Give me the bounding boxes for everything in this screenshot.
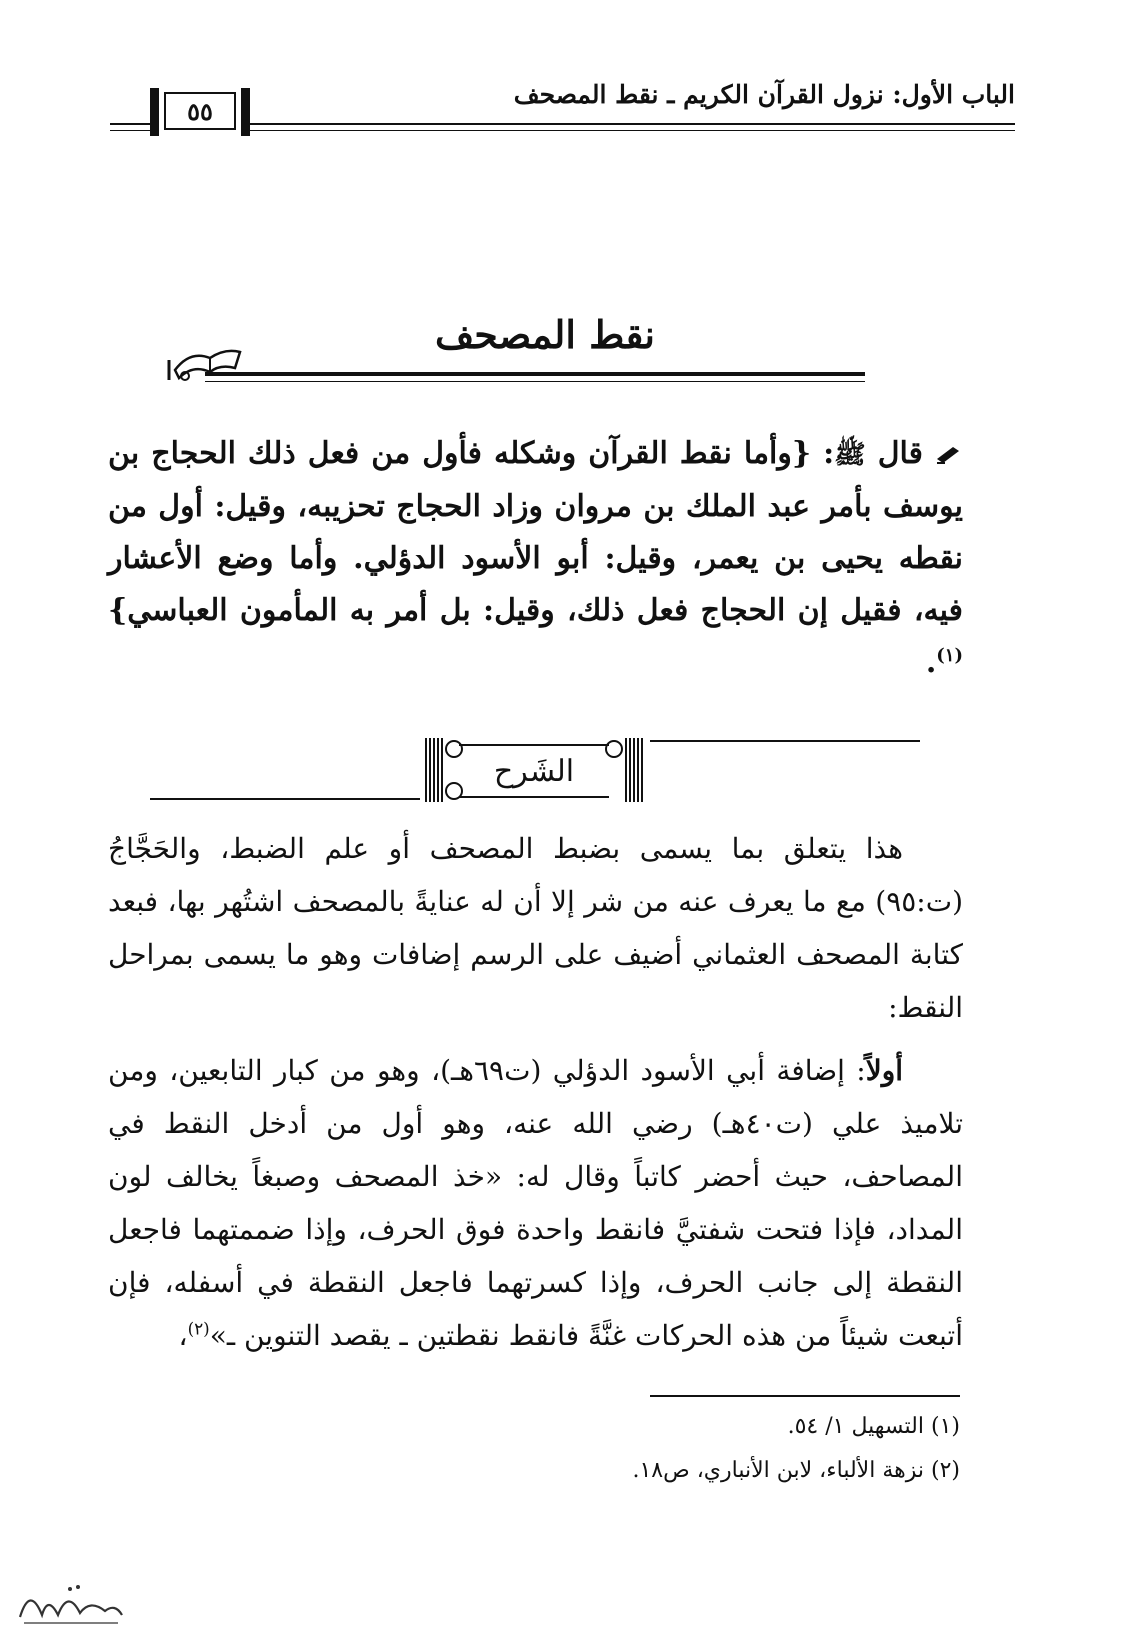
watermark-logo-icon [10, 1575, 130, 1633]
paragraph-end: ، [178, 1319, 188, 1352]
footnote-number: (٢) [930, 1458, 960, 1483]
frame-post-left [150, 88, 159, 136]
footnote-text: نزهة الألباء، لابن الأنباري، ص١٨. [632, 1458, 924, 1483]
footnote-text: التسهيل ١/ ٥٤. [787, 1414, 924, 1439]
footnote-separator [650, 1395, 960, 1397]
page-number: ٥٥ [164, 92, 236, 130]
footnote-ref-2: (٢) [187, 1318, 210, 1339]
sharh-rule-right [650, 740, 920, 742]
section-title: نقط المصحف [434, 312, 655, 357]
quoted-text [108, 428, 963, 689]
book-ornament-icon [165, 330, 245, 388]
quote-lead: قال [865, 436, 923, 471]
point-text: : إضافة أبي الأسود الدؤلي (ت٦٩هـ)، وهو من كبار التابعين، ومن تلاميذ علي (ت٤٠هـ) رضي الله عنه، وهو أول من أدخل النقط في المصاحف، حيث أحضر كاتباً وقال له: «خذ المصحف وصبغاً يخالف لون المداد، فإذا فتحت شفتيَّ فانقط واحدة فوق الحرف، وإذا ضممتهما فاجعل النقطة إلى جانب الحرف، وإذا كسرتهما فاجعل النقطة في أسفله، فإن أتبعت شيئاً من هذه الحركات غنَّةً فانقط نقطتين ـ يقصد التنوين ـ» [108, 1054, 964, 1352]
footnote-ref-1: (١) [936, 645, 963, 666]
commentary-paragraph-1: هذا يتعلق بما يسمى بضبط المصحف أو علم الضبط، والحَجَّاجُ (ت:٩٥) مع ما يعرف عنه من شر إلا أن له عنايةً بالمصحف اشتُهر بها، فبعد كتابة المصحف العثماني أضيف على الرسم إضافات وهو ما يسمى بمراحل النقط: [108, 832, 963, 1024]
quote-end: . [925, 645, 937, 680]
pen-marker-icon [935, 443, 963, 465]
quote-body: : {وأما نقط القرآن وشكله فأول من فعل ذلك الحجاج بن يوسف بأمر عبد الملك بن مروان وزاد الحجاج تحزيبه، وقيل: أول من نقطه يحيى بن يعمر، وقيل: أبو الأسود الدؤلي. وأما وضع الأعشار فيه، فقيل إن الحجاج فعل ذلك، وقيل: بل أمر به المأمون العباسي} [108, 436, 963, 628]
sharh-heading: الشَرح [459, 744, 609, 798]
title-underline-thick [205, 372, 865, 376]
honorific-mark: ﷺ [834, 440, 866, 470]
frame-post-right [241, 88, 250, 136]
footnotes [632, 1405, 960, 1493]
footnote-item [632, 1449, 960, 1493]
point-label: أولاً [865, 1054, 903, 1087]
sharh-rule-left [150, 798, 420, 800]
title-underline-thin [205, 381, 865, 382]
footnote-number: (١) [930, 1414, 960, 1439]
page-number-frame [150, 88, 250, 136]
commentary-body [108, 822, 963, 1372]
footnote-item [632, 1405, 960, 1449]
sharh-heading-frame [425, 738, 643, 802]
frame-hatch-right [625, 738, 643, 802]
running-header-title: الباب الأول: نزول القرآن الكريم ـ نقط المصحف [513, 80, 1015, 109]
frame-hatch-left [425, 738, 443, 802]
commentary-paragraph-2 [108, 1044, 963, 1362]
